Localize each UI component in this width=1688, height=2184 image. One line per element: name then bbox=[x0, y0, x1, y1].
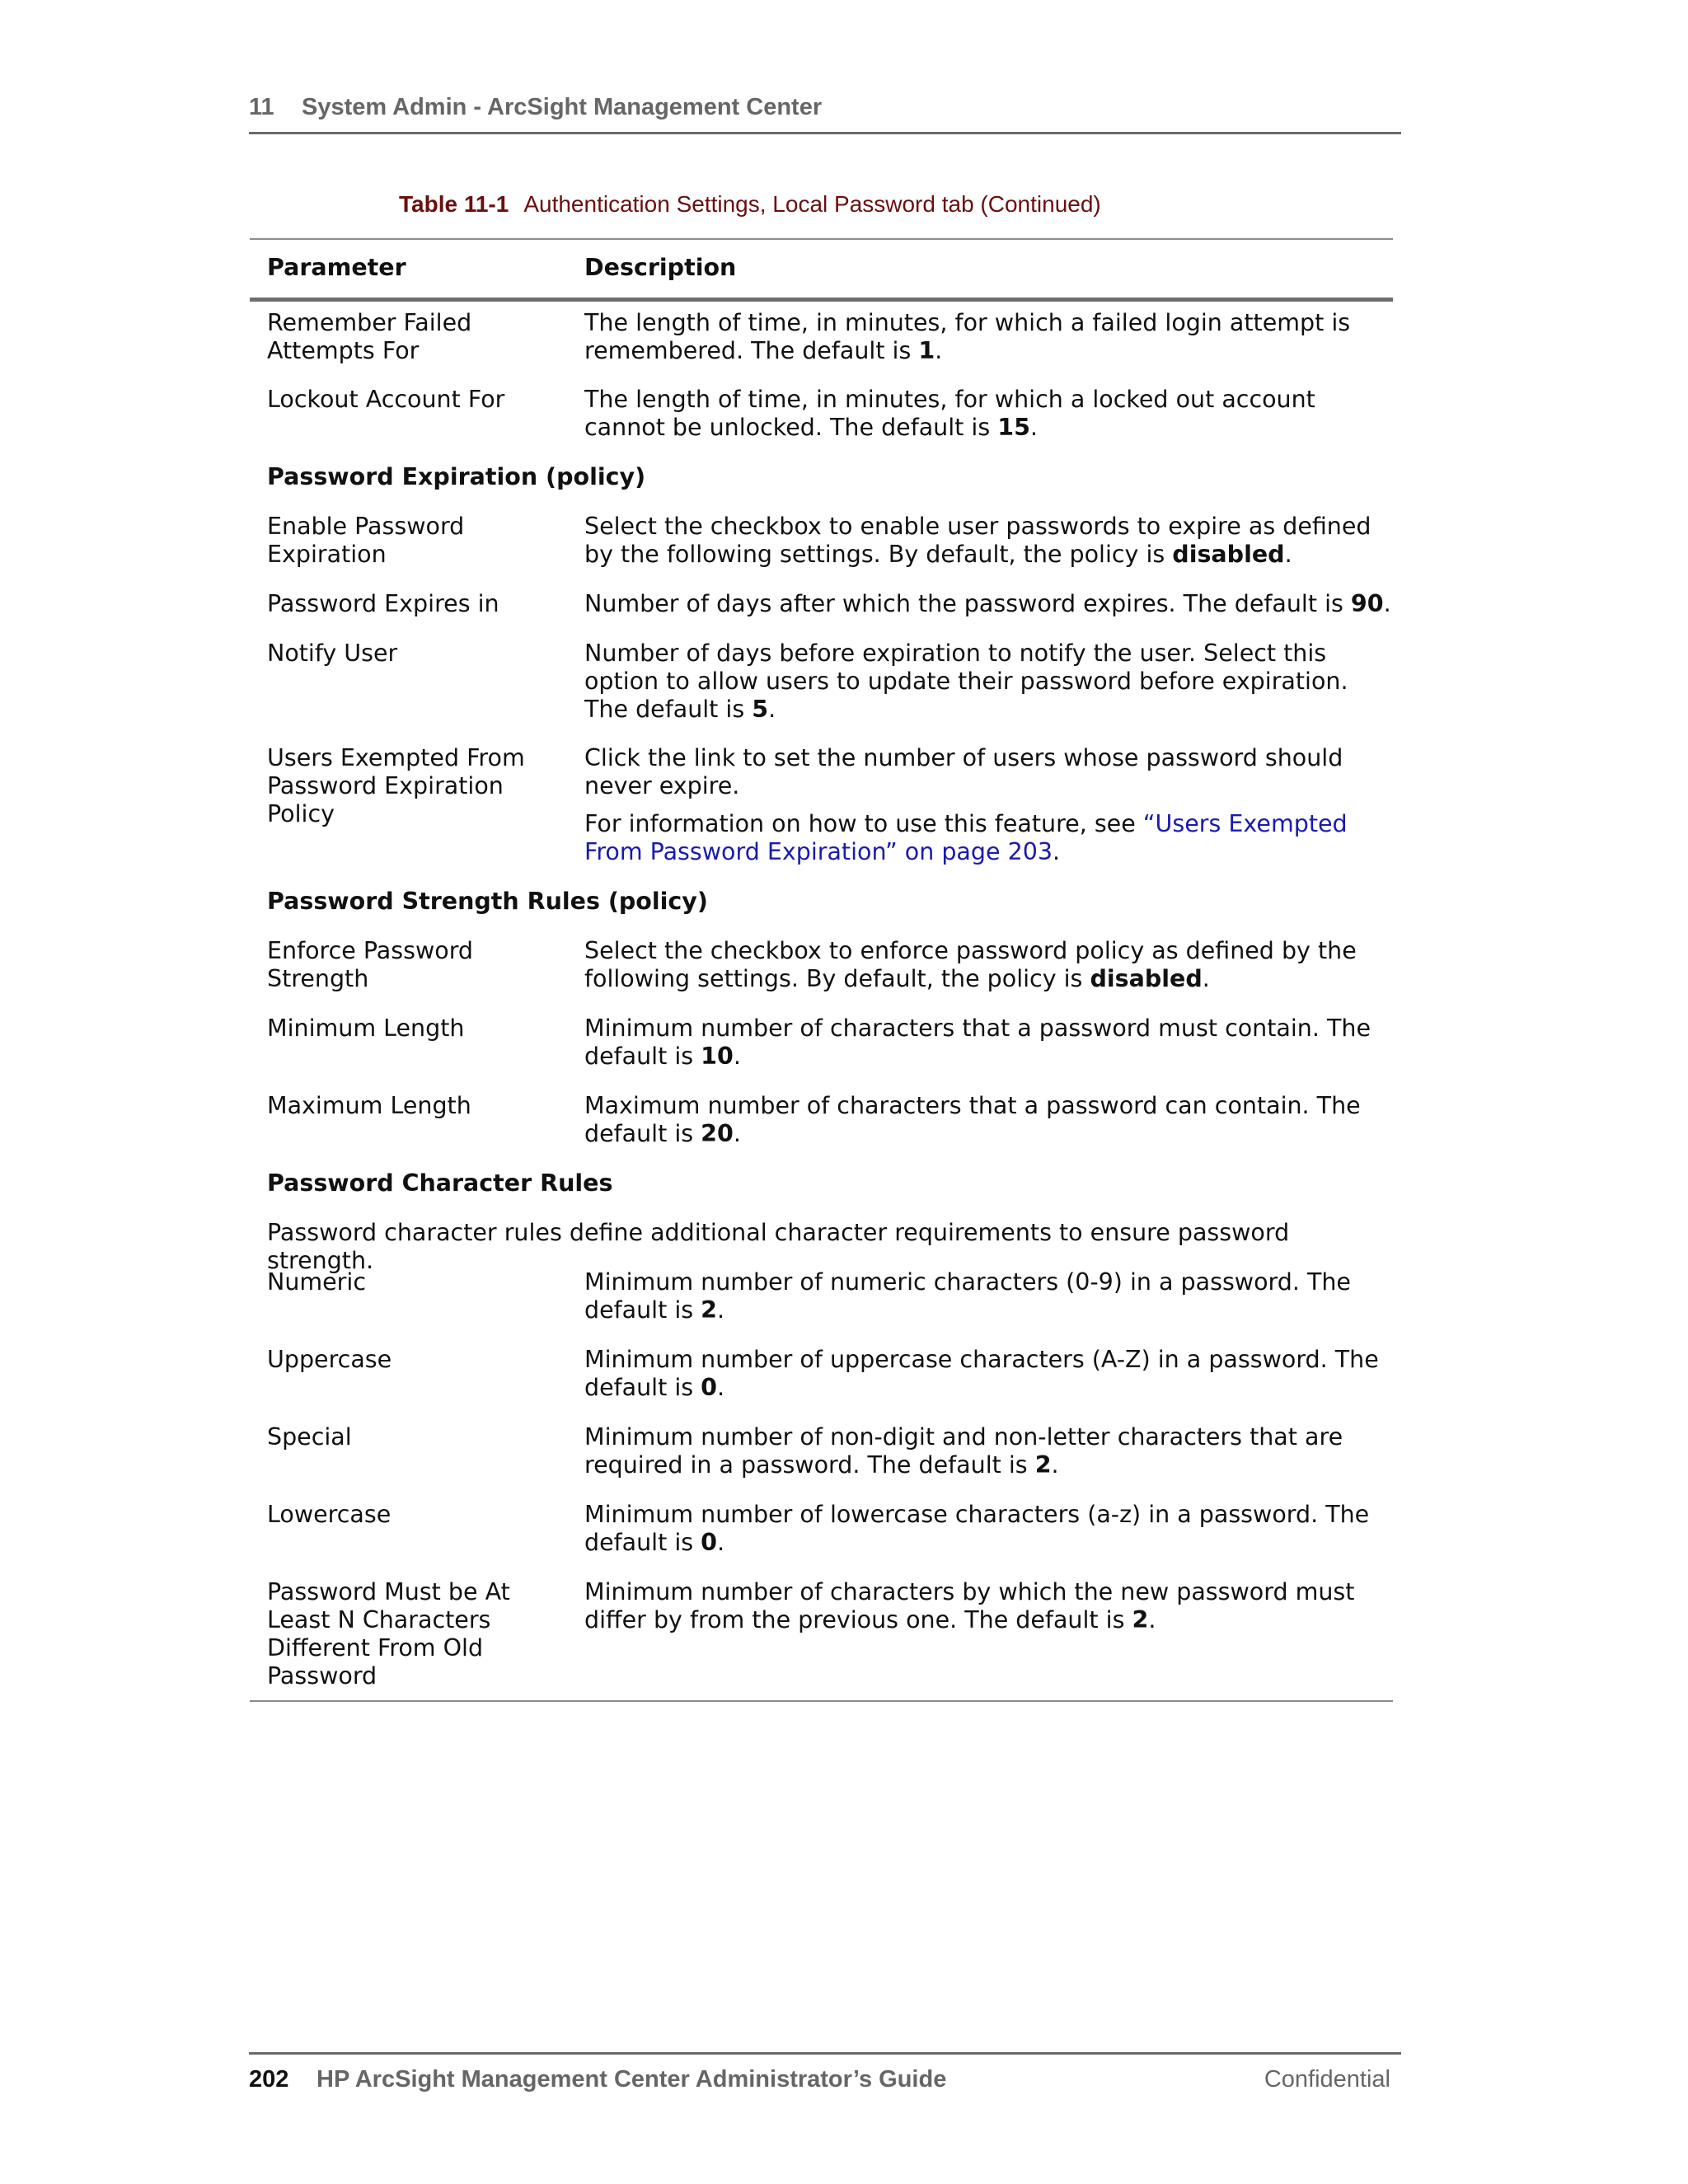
param-line: Enable Password bbox=[267, 513, 465, 540]
desc-text: The length of time, in minutes, for which a failed login attempt is remembered. The default is bbox=[584, 309, 1351, 364]
default-value: 2 bbox=[701, 1296, 718, 1324]
param-special bbox=[267, 1423, 564, 1451]
desc-end: . bbox=[717, 1529, 725, 1556]
desc-enable-expiration bbox=[584, 513, 1392, 569]
param-users-exempted bbox=[267, 744, 564, 828]
default-value: 2 bbox=[1132, 1606, 1149, 1633]
cross-reference-link[interactable]: “Users Exempted From Password Expiration” on page 203 bbox=[584, 810, 1348, 865]
desc-end: . bbox=[1284, 541, 1292, 568]
default-value: 5 bbox=[752, 696, 769, 723]
desc-info bbox=[584, 810, 1392, 866]
param-maximum-length bbox=[267, 1092, 564, 1120]
desc-lowercase bbox=[584, 1501, 1392, 1557]
default-value: 0 bbox=[701, 1529, 718, 1556]
guide-title: HP ArcSight Management Center Administrator’s Guide bbox=[316, 2066, 947, 2093]
section-password-strength: Password Strength Rules (policy) bbox=[267, 888, 708, 915]
desc-text: Click the link to set the number of users whose password should never expire. bbox=[584, 744, 1343, 799]
page-footer bbox=[249, 2052, 1401, 2104]
param-enable-expiration bbox=[267, 513, 564, 569]
param-line: Minimum Length bbox=[267, 1015, 465, 1042]
desc-expires-in bbox=[584, 590, 1392, 618]
param-line: Least N Characters bbox=[267, 1606, 491, 1633]
param-lockout bbox=[267, 386, 564, 414]
param-line: Strength bbox=[267, 965, 369, 992]
desc-text: Minimum number of characters that a password must contain. The default is bbox=[584, 1015, 1371, 1070]
param-line: Special bbox=[267, 1423, 352, 1451]
desc-text: Minimum number of numeric characters (0-9) in a password. The default is bbox=[584, 1268, 1351, 1324]
param-enforce-strength bbox=[267, 937, 564, 993]
section-password-character-rules: Password Character Rules bbox=[267, 1169, 613, 1197]
default-value: disabled bbox=[1172, 541, 1285, 568]
desc-differ-characters bbox=[584, 1578, 1392, 1634]
default-value: 90 bbox=[1350, 590, 1384, 617]
page-number: 202 bbox=[249, 2066, 289, 2093]
param-line: Policy bbox=[267, 800, 335, 827]
param-line: Lowercase bbox=[267, 1501, 392, 1528]
chapter-number: 11 bbox=[249, 94, 274, 120]
desc-end: . bbox=[768, 696, 776, 723]
param-remember-failed bbox=[267, 309, 564, 365]
desc-remember-failed bbox=[584, 309, 1392, 365]
param-line: Password Must be At bbox=[267, 1578, 510, 1605]
chapter-title: System Admin - ArcSight Management Center bbox=[302, 94, 823, 120]
default-value: 0 bbox=[701, 1374, 718, 1401]
param-line: Notify User bbox=[267, 640, 398, 667]
param-line: Remember Failed bbox=[267, 309, 472, 336]
column-header-description: Description bbox=[584, 254, 737, 281]
desc-end: . bbox=[1202, 965, 1210, 992]
param-line: Lockout Account For bbox=[267, 386, 505, 413]
desc-end: . bbox=[733, 1120, 741, 1147]
confidential-label: Confidential bbox=[1264, 2066, 1390, 2093]
section-password-expiration: Password Expiration (policy) bbox=[267, 463, 646, 490]
desc-text: Number of days after which the password expires. The default is bbox=[584, 590, 1351, 617]
table-header-rule bbox=[250, 298, 1393, 302]
desc-end: . bbox=[1383, 590, 1391, 617]
param-expires-in bbox=[267, 590, 564, 618]
param-minimum-length bbox=[267, 1015, 564, 1043]
desc-end: . bbox=[1029, 414, 1038, 441]
desc-text: Select the checkbox to enforce password policy as defined by the following settings. By default, the policy is bbox=[584, 937, 1357, 992]
desc-end: . bbox=[1148, 1606, 1156, 1633]
desc-special bbox=[584, 1423, 1392, 1479]
param-line: Password Expires in bbox=[267, 590, 499, 617]
desc-end: . bbox=[1052, 838, 1061, 865]
desc-text: Minimum number of uppercase characters (A-Z) in a password. The default is bbox=[584, 1346, 1379, 1401]
desc-text: Minimum number of characters by which the new password must differ by from the previous one. The default is bbox=[584, 1578, 1355, 1633]
param-uppercase bbox=[267, 1346, 564, 1374]
column-header-parameter: Parameter bbox=[267, 254, 406, 281]
desc-end: . bbox=[717, 1374, 725, 1401]
table-bottom-rule bbox=[250, 1700, 1393, 1702]
desc-lockout bbox=[584, 386, 1392, 442]
default-value: 20 bbox=[701, 1120, 734, 1147]
param-line: Attempts For bbox=[267, 337, 420, 364]
desc-end: . bbox=[1051, 1451, 1059, 1479]
param-differ-characters bbox=[267, 1578, 564, 1690]
desc-end: . bbox=[733, 1043, 741, 1070]
default-value: 10 bbox=[701, 1043, 734, 1070]
param-line: Maximum Length bbox=[267, 1092, 471, 1119]
desc-notify-user bbox=[584, 640, 1392, 724]
table-caption-label: Table 11-1 bbox=[399, 191, 509, 217]
param-lowercase bbox=[267, 1501, 564, 1529]
default-value: 2 bbox=[1034, 1451, 1052, 1479]
desc-maximum-length bbox=[584, 1092, 1392, 1148]
param-line: Users Exempted From bbox=[267, 744, 525, 771]
default-value: 15 bbox=[997, 414, 1030, 441]
desc-info-text: For information on how to use this feature, see bbox=[584, 810, 1143, 837]
desc-text: Maximum number of characters that a password can contain. The default is bbox=[584, 1092, 1361, 1147]
desc-text: Minimum number of non-digit and non-letter characters that are required in a password. The default is bbox=[584, 1423, 1343, 1479]
param-line: Numeric bbox=[267, 1268, 366, 1296]
param-line: Password Expiration bbox=[267, 772, 504, 799]
param-line: Uppercase bbox=[267, 1346, 392, 1373]
table-caption-title: Authentication Settings, Local Password tab (Continued) bbox=[523, 191, 1101, 217]
desc-minimum-length bbox=[584, 1015, 1392, 1071]
param-line: Enforce Password bbox=[267, 937, 474, 964]
desc-text: The length of time, in minutes, for which a locked out account cannot be unlocked. The default is bbox=[584, 386, 1315, 441]
desc-numeric bbox=[584, 1268, 1392, 1324]
desc-text: Number of days before expiration to notify the user. Select this option to allow users to update their password before expiration. The default is bbox=[584, 640, 1348, 723]
table-top-rule bbox=[250, 238, 1393, 240]
desc-text: Select the checkbox to enable user passwords to expire as defined by the following settings. By default, the policy is bbox=[584, 513, 1372, 568]
character-rules-intro: Password character rules define additional character requirements to ensure password strength. bbox=[267, 1219, 1290, 1274]
table-caption bbox=[399, 191, 1101, 218]
desc-end: . bbox=[935, 337, 943, 364]
default-value: disabled bbox=[1090, 965, 1203, 992]
param-numeric bbox=[267, 1268, 564, 1296]
page-header bbox=[249, 89, 1401, 134]
desc-end: . bbox=[717, 1296, 725, 1324]
param-notify-user bbox=[267, 640, 564, 668]
desc-users-exempted bbox=[584, 744, 1392, 866]
param-line: Different From Old bbox=[267, 1634, 484, 1661]
param-line: Password bbox=[267, 1662, 377, 1690]
desc-uppercase bbox=[584, 1346, 1392, 1402]
param-line: Expiration bbox=[267, 541, 387, 568]
desc-text: Minimum number of lowercase characters (a-z) in a password. The default is bbox=[584, 1501, 1370, 1556]
desc-enforce-strength bbox=[584, 937, 1392, 993]
default-value: 1 bbox=[918, 337, 935, 364]
